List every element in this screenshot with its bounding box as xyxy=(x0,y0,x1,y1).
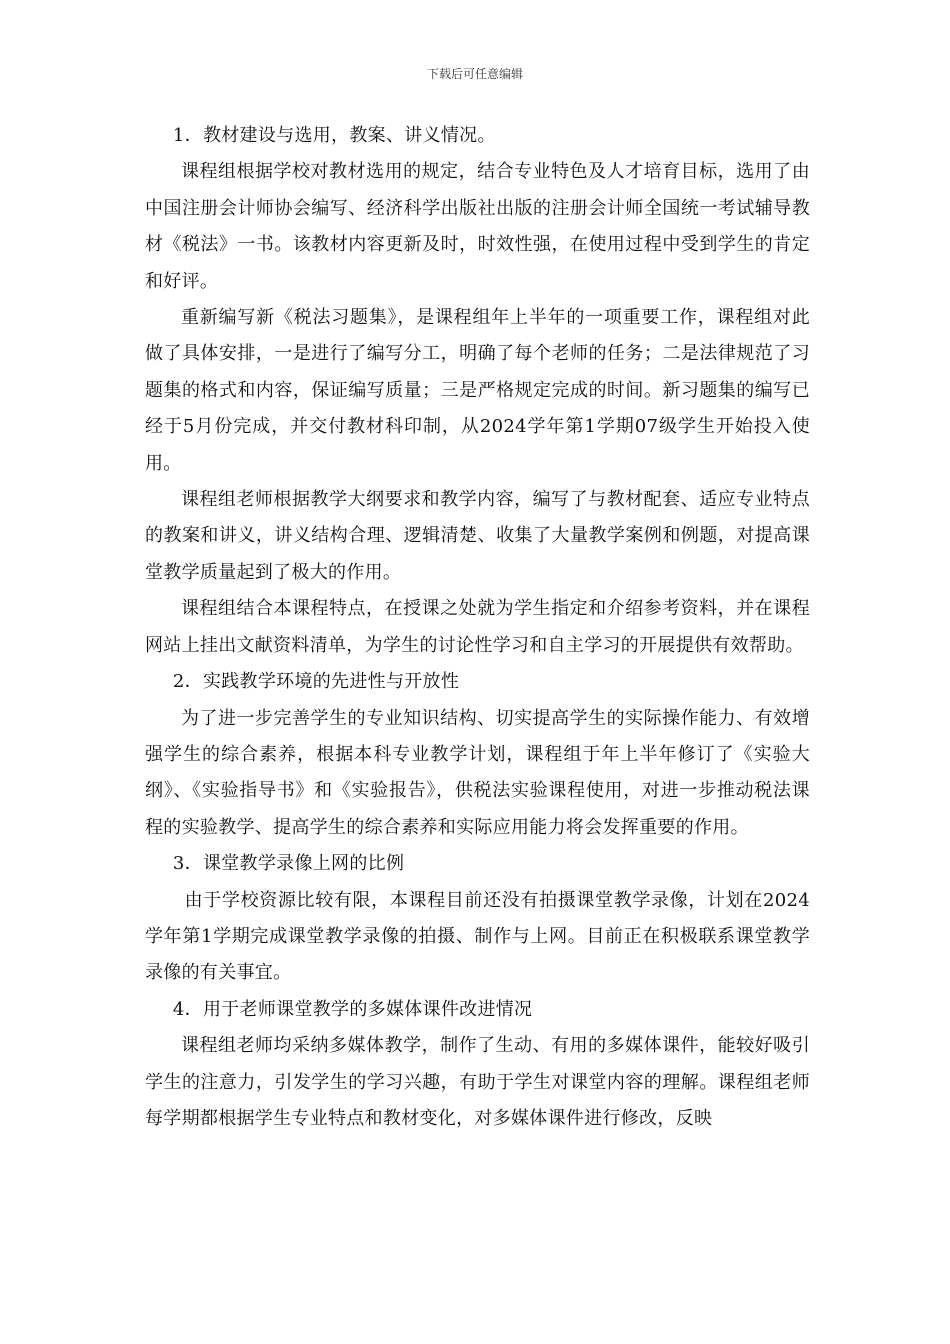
paragraph-textbook-selection: 课程组根据学校对教材选用的规定，结合专业特色及人才培育目标，选用了由中国注册会计师协会编写、经济科学出版社出版的注册会计师全国统一考试辅导教材《税法》一书。该教材内容更新及时，时效性强，在使用过程中受到学生的肯定和好评。 xyxy=(145,161,810,292)
section-heading-2: 2．实践教学环境的先进性与开放性 xyxy=(172,671,460,693)
paragraph-multimedia-courseware: 课程组老师均采纳多媒体教学，制作了生动、有用的多媒体课件，能较好吸引学生的注意力，引发学生的学习兴趣，有助于学生对课堂内容的理解。课程组老师每学期都根据学生专业特点和教材变化，对多媒体课件进行修改，反映 xyxy=(145,1035,810,1129)
section-heading-1: 1．教材建设与选用，教案、讲义情况。 xyxy=(172,125,496,146)
page-header: 下载后可任意编辑 xyxy=(426,67,523,81)
paragraph-video-recording: 由于学校资源比较有限，本课程目前还没有拍摄课堂教学录像，计划在2024学年第1学期完成课堂教学录像的拍摄、制作与上网。目前正在积极联系课堂教学录像的有关事宜。 xyxy=(145,889,810,984)
paragraph-lesson-plans: 课程组老师根据教学大纲要求和教学内容，编写了与教材配套、适应专业特点的教案和讲义，讲义结构合理、逻辑清楚、收集了大量教学案例和例题，对提高课堂教学质量起到了极大的作用。 xyxy=(145,489,810,583)
section-heading-4: 4．用于老师课堂教学的多媒体课件改进情况 xyxy=(172,998,533,1020)
paragraph-exercise-collection: 重新编写新《税法习题集》，是课程组年上半年的一项重要工作，课程组对此做了具体安排，一是进行了编写分工，明确了每个老师的任务；二是法律规范了习题集的格式和内容，保证编写质量；三是严格规定完成的时间。新习题集的编写已经于5月份完成，并交付教材科印制，从2024学年第1学期07级学生开始投入使用。 xyxy=(145,307,810,474)
section-heading-3: 3．课堂教学录像上网的比例 xyxy=(172,853,405,875)
paragraph-practice-teaching: 为了进一步完善学生的专业知识结构、切实提高学生的实际操作能力、有效增强学生的综合素养，根据本科专业教学计划，课程组于年上半年修订了《实验大纲》、《实验指导书》和《实验报告》，供税法实验课程使用，对进一步推动税法课程的实验教学、提高学生的综合素养和实际应用能力将会发挥重要的作用。 xyxy=(145,707,810,838)
paragraph-reference-materials: 课程组结合本课程特点，在授课之处就为学生指定和介绍参考资料，并在课程网站上挂出文献资料清单，为学生的讨论性学习和自主学习的开展提供有效帮助。 xyxy=(145,598,810,656)
document-body xyxy=(145,118,810,1137)
